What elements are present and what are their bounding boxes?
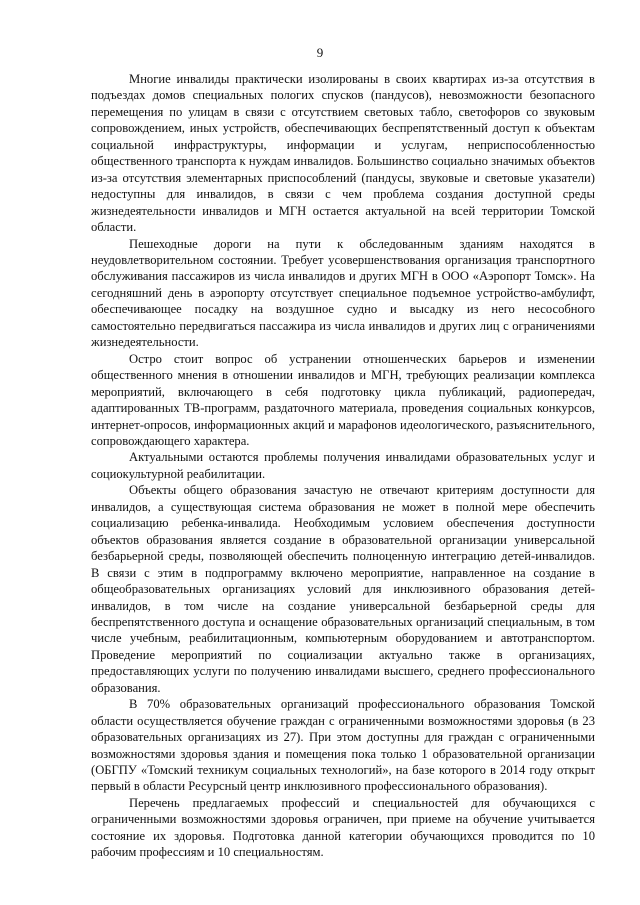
document-body [91,71,595,861]
page-number: 9 [316,45,324,60]
paragraph-professional-education: В 70% образовательных организаций профессионального образования Томской области осуществляется обучение граждан с ограниченными возможностями здоровья (в 23 образовательных организациях из 27). При этом доступны для граждан с ограниченными возможностями здоровья здания и помещения пока только 1 образовательной организации (ОБГПУ «Томский техникум социальных технологий», на базе которого в 2014 году открыт первый в области Ресурсный центр инклюзивного профессионального образования). [91,697,595,794]
paragraph-professions-list: Перечень предлагаемых профессий и специальностей для обучающихся с ограниченными возможностями здоровья ограничен, при приеме на обучение учитывается состояние их здоровья. Подготовка данной категории обучающихся проводится по 10 рабочим профессиям и 10 специальностям. [91,795,595,860]
paragraph-public-opinion: Остро стоит вопрос об устранении отношенческих барьеров и изменении общественного мнения в отношении инвалидов и МГН, требующих реализации комплекса мероприятий, включающего в себя подготовку цикла публикаций, радиопередач, адаптированных ТВ-программ, раздаточного материала, проведения социальных конкурсов, интернет-опросов, информационных акций и марафонов идеологического, разъяснительного, сопровождающего характера. [91,351,595,448]
paragraph-general-education: Объекты общего образования зачастую не отвечают критериям доступности для инвалидов, а существующая система образования не может в полной мере обеспечить социализацию ребенка-инвалида. Необходимым условием обеспечения доступности объектов образования является создание в образовательной организации универсальной безбарьерной среды, позволяющей обеспечить полноценную интеграцию детей-инвалидов. В связи с этим в подпрограмму включено мероприятие, направленное на создание в общеобразовательных организациях условий для инклюзивного образования детей-инвалидов, в том числе на создание универсальной безбарьерной среды для беспрепятственного доступа и оснащение образовательных организаций специальным, в том числе учебным, реабилитационным, компьютерным оборудованием и автотранспортом. Проведение мероприятий по социализации актуально также в организациях, предоставляющих услуги по получению инвалидами высшего, среднего профессионального образования. [91,483,595,695]
paragraph-accessibility-barriers: Многие инвалиды практически изолированы в своих квартирах из-за отсутствия в подъездах домов специальных пологих спусков (пандусов), невозможности безопасного перемещения по улицам в связи с отсутствием световых табло, светофоров со звуковым сопровождением, иных устройств, обеспечивающих беспрепятственный доступ к объектам социальной инфраструктуры, информации и услугам, неприспособленностью общественного транспорта к нуждам инвалидов. Большинство социально значимых объектов из-за отсутствия элементарных приспособлений (пандусы, звуковые и световые указатели) недоступны для инвалидов, в связи с чем проблема создания доступной среды жизнедеятельности инвалидов и МГН остается актуальной на всей территории Томской области. [91,72,595,235]
paragraph-education-problems: Актуальными остаются проблемы получения инвалидами образовательных услуг и социокультурной реабилитации. [91,450,595,481]
paragraph-airport-transport: Пешеходные дороги на пути к обследованным зданиям находятся в неудовлетворительном состоянии. Требует усовершенствования организация транспортного обслуживания пассажиров из числа инвалидов и других МГН в ООО «Аэропорт Томск». На сегодняшний день в аэропорту отсутствует специальное подъемное устройство-амбулифт, обеспечивающее посадку на воздушное судно и высадку из него несособного самостоятельно передвигаться пассажира из числа инвалидов и других лиц с ограничениями жизнедеятельности. [91,236,595,350]
